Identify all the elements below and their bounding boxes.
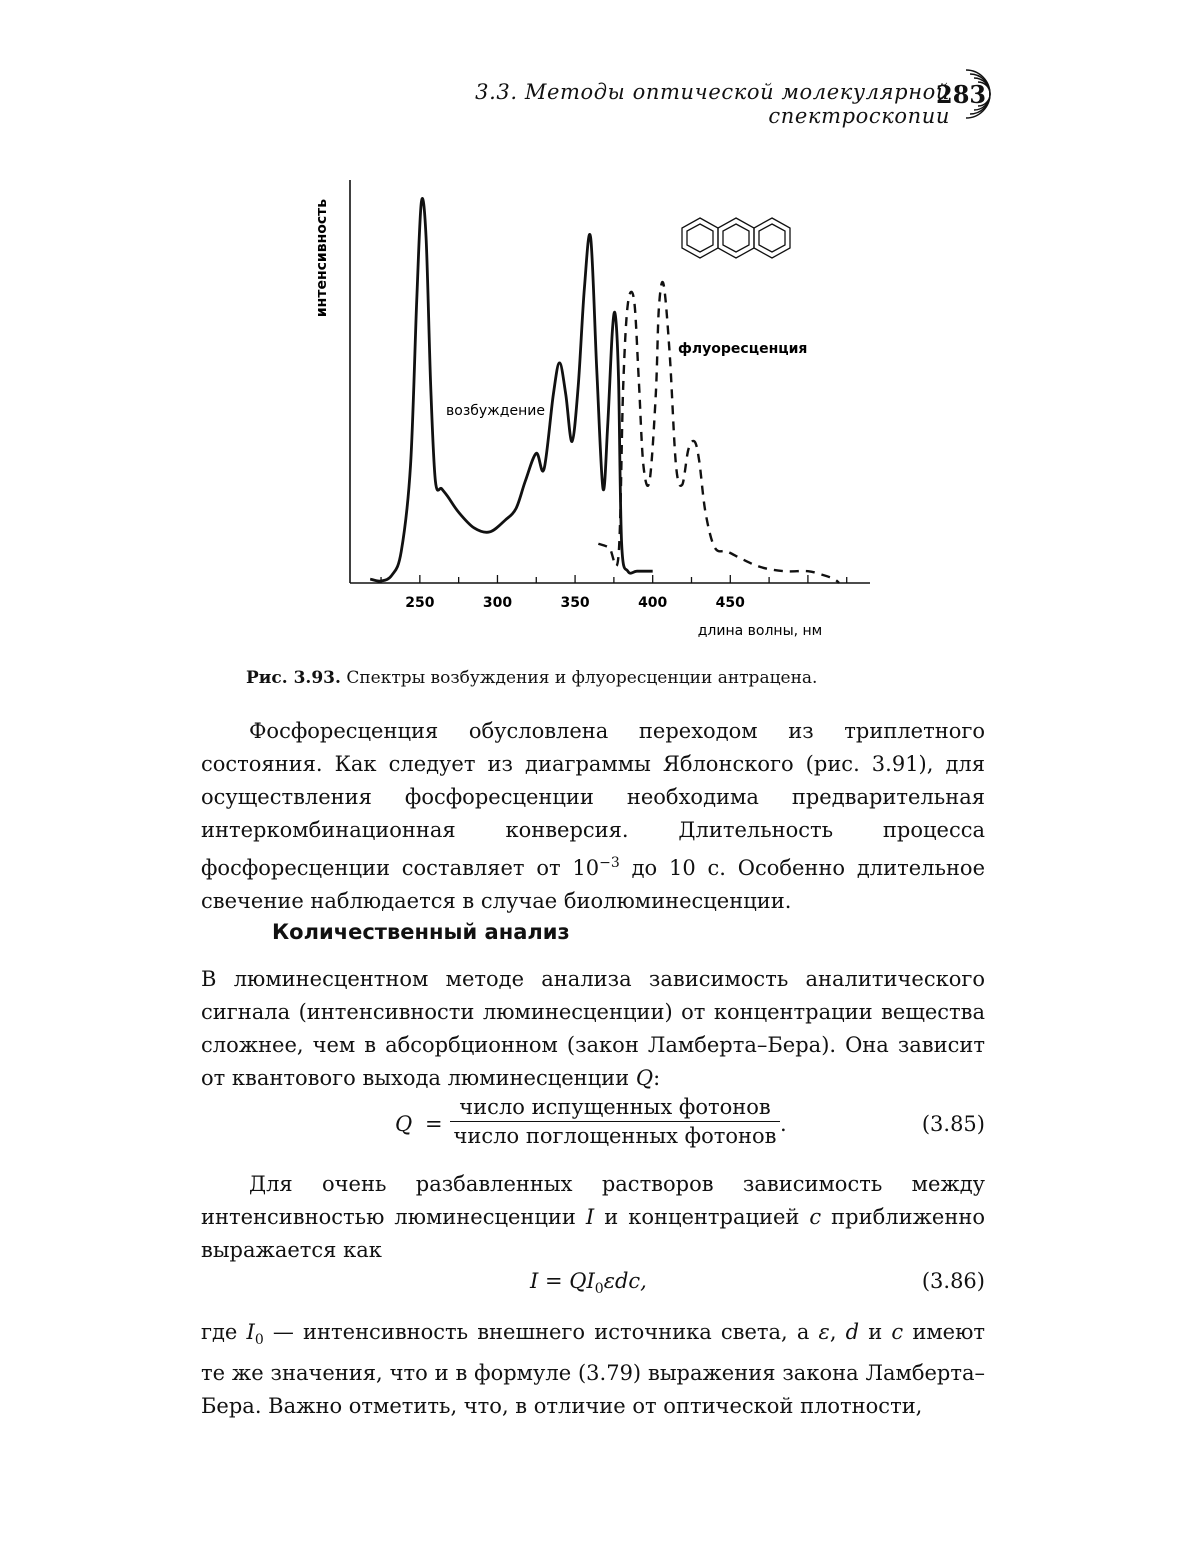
text-run: — интенсивность внешнего источника света, а bbox=[263, 1320, 819, 1344]
math-symbol: c bbox=[891, 1320, 904, 1344]
text-run: , bbox=[640, 1269, 647, 1293]
x-tick-label: 350 bbox=[560, 595, 590, 611]
superscript: −3 bbox=[599, 855, 620, 871]
excitation-series-line bbox=[370, 198, 653, 581]
figure-caption bbox=[246, 668, 986, 688]
caption-text: Спектры возбуждения и флуоресценции антрацена. bbox=[346, 668, 818, 688]
text-run: : bbox=[653, 1066, 661, 1090]
equation-3-85 bbox=[395, 1095, 985, 1155]
page-number: 283 bbox=[936, 80, 987, 109]
section-heading: Количественный анализ bbox=[272, 920, 570, 944]
anthracene-structure bbox=[682, 218, 790, 258]
paragraph-quantitative-analysis bbox=[201, 963, 985, 1095]
text-run: = bbox=[538, 1269, 570, 1293]
text-run: Для очень разбавленных растворов зависимость между интенсивностью люминесценции bbox=[201, 1172, 985, 1229]
text-run: до 10 с. Особенно длительное свечение наблюдается в случае биолюминесценции. bbox=[201, 856, 986, 913]
equation-number: (3.86) bbox=[921, 1269, 985, 1293]
equation-number: (3.85) bbox=[921, 1112, 985, 1136]
math-symbol: I bbox=[246, 1320, 255, 1344]
text-run: имеют те же значения, что и в формуле (3.79) выражения закона Ламберта–Бера. Важно отметить, что, в отличие от оптической плотности, bbox=[201, 1320, 985, 1419]
text-run: приближенно выражается как bbox=[201, 1205, 985, 1262]
x-tick-label: 250 bbox=[405, 595, 435, 611]
subscript: 0 bbox=[254, 1332, 264, 1349]
caption-label: Рис. 3.93. bbox=[246, 668, 341, 688]
fraction-denominator: число поглощенных фотонов bbox=[453, 1124, 777, 1148]
subscript: 0 bbox=[594, 1281, 604, 1298]
math-symbol: I bbox=[530, 1269, 539, 1293]
fluorescence-annotation: флуоресценция bbox=[678, 341, 808, 357]
x-tick-label: 450 bbox=[715, 595, 745, 611]
equation-lhs: Q bbox=[395, 1112, 413, 1136]
paragraph-phosphorescence bbox=[201, 715, 985, 918]
paragraph-definitions bbox=[201, 1316, 985, 1423]
text-run: и bbox=[859, 1320, 892, 1344]
page-number-ornament bbox=[960, 64, 1000, 124]
math-symbol: I bbox=[585, 1205, 595, 1229]
equation-period: . bbox=[780, 1112, 787, 1136]
text-run: В люминесцентном методе анализа зависимость аналитического сигнала (интенсивности люминесценции) от концентрации вещества сложнее, чем в абсорбционном (закон Ламберта–Бера). Она зависит от квантового выхода люминесценции bbox=[201, 967, 985, 1090]
math-symbol: QI bbox=[569, 1269, 595, 1293]
equation-expression bbox=[530, 1269, 647, 1297]
math-symbol: c bbox=[809, 1205, 822, 1229]
text-run: где bbox=[201, 1320, 247, 1344]
fluorescence-series-line bbox=[598, 282, 839, 583]
running-title: 3.3. Методы оптической молекулярной спектроскопии bbox=[475, 80, 950, 128]
y-axis-label: интенсивность bbox=[314, 198, 330, 318]
text-run: , bbox=[829, 1320, 846, 1344]
excitation-annotation: возбуждение bbox=[446, 403, 545, 419]
x-tick-label: 300 bbox=[482, 595, 513, 611]
equation-3-86 bbox=[395, 1252, 985, 1298]
text-run: Фосфоресценция обусловлена переходом из триплетного состояния. Как следует из диаграммы Яблонского (рис. 3.91), для осуществления фосфоресценции необходима предварительная интеркомбинационная конверсия. Длительность процесса фосфоресценции составляет от 10 bbox=[201, 719, 985, 880]
x-tick-label: 400 bbox=[638, 595, 668, 611]
fraction bbox=[450, 1095, 780, 1148]
text-run: и концентрацией bbox=[594, 1205, 810, 1229]
equals-sign: = bbox=[425, 1112, 443, 1136]
spectrum-chart bbox=[290, 170, 910, 650]
math-symbol: εdc bbox=[603, 1269, 641, 1293]
fraction-numerator: число испущенных фотонов bbox=[450, 1095, 780, 1122]
x-axis-label: длина волны, нм bbox=[697, 623, 823, 639]
spectrum-figure bbox=[290, 170, 910, 650]
math-symbol: ε bbox=[818, 1320, 830, 1344]
math-symbol: Q bbox=[635, 1066, 654, 1090]
math-symbol: d bbox=[845, 1320, 860, 1344]
